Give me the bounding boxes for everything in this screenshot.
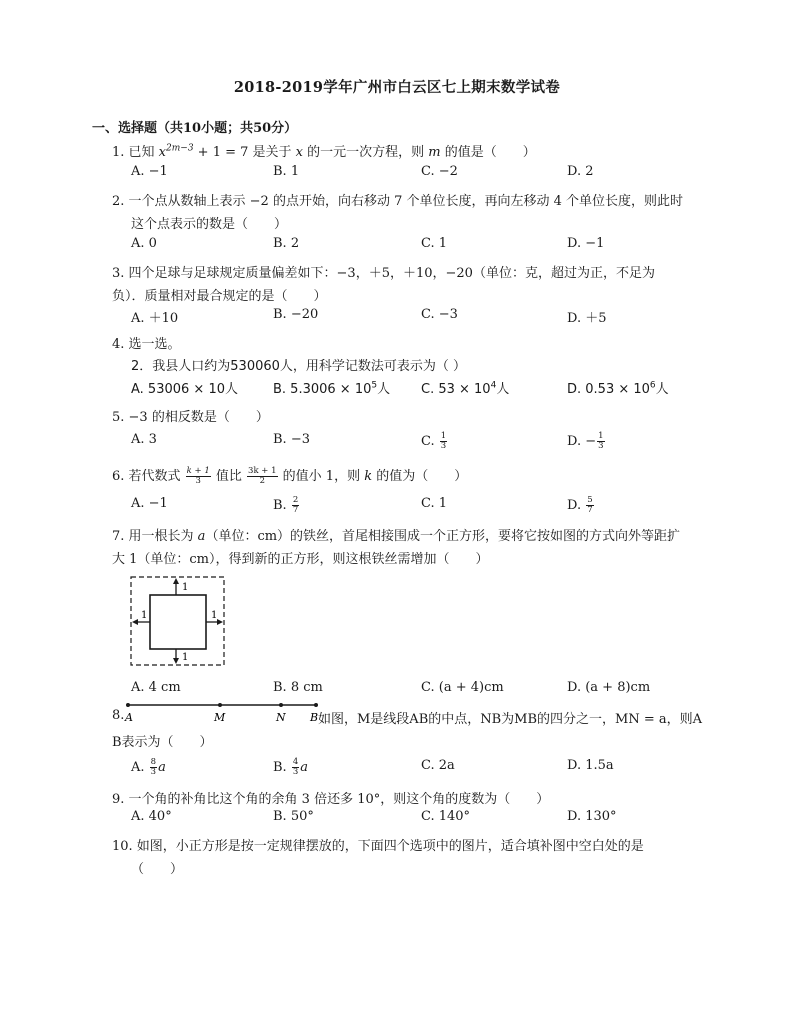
option-c[interactable]: C. (a + 4)cm (421, 680, 504, 695)
q1-end: 的值是（ ） (440, 145, 536, 160)
label-b: B (310, 711, 319, 724)
option-c-base: C. 53 × 10 (421, 382, 491, 397)
option-b[interactable] (273, 496, 300, 515)
option-d[interactable]: D. −1 (567, 236, 605, 251)
question-5-options (131, 432, 711, 450)
option-b[interactable]: B. 50° (273, 809, 314, 824)
option-a[interactable]: A. 0 (131, 236, 157, 251)
option-a[interactable] (131, 758, 166, 777)
line-segment-figure (122, 700, 322, 724)
question-8-line-2: B表示为（ ） (112, 735, 213, 750)
fraction-numerator: 4 (292, 757, 299, 767)
point-m (218, 703, 222, 707)
q1-base: x (158, 145, 167, 160)
question-4-options (131, 378, 711, 396)
option-b-prefix: B. (273, 760, 291, 775)
option-d[interactable] (567, 432, 606, 451)
option-a-variable: a (158, 760, 166, 775)
fraction-numerator: 1 (440, 431, 447, 441)
question-8-options (131, 758, 711, 776)
fraction-denominator: 3 (195, 476, 201, 486)
fraction-denominator: 3 (598, 441, 604, 451)
question-6-stem (112, 465, 467, 486)
question-2-line-1: 2. 一个点从数轴上表示 −2 的点开始，向右移动 7 个单位长度，再向左移动 4 个单位长度，则此时 (112, 194, 684, 209)
option-b[interactable]: B. 1 (273, 164, 300, 179)
point-b (314, 703, 318, 707)
fraction (186, 467, 211, 486)
question-4-line-2: 2．我县人口约为530060人，用科学记数法可表示为（ ） (131, 359, 467, 374)
question-7-options (131, 680, 711, 698)
question-6-options (131, 496, 711, 514)
question-1-stem (112, 141, 536, 160)
option-b[interactable]: B. 2 (273, 236, 300, 251)
option-c[interactable]: C. −2 (421, 164, 458, 179)
option-a[interactable]: A. 53006 × 10人 (131, 382, 238, 397)
option-a[interactable]: A. 40° (131, 809, 172, 824)
q6-prefix: 6. 若代数式 (112, 469, 185, 484)
option-a[interactable]: A. 4 cm (131, 680, 181, 695)
arrow-down-head (173, 658, 179, 664)
arrow-left-head (132, 619, 138, 625)
q6-middle-2: 的值小 1，则 (278, 469, 365, 484)
arrow-right-head (217, 619, 223, 625)
question-3-line-2: 负）．质量相对最合规定的是（ ） (112, 289, 327, 304)
arrow-up-head (173, 578, 179, 584)
section-heading: 一、选择题（共10小题；共50分） (92, 121, 298, 136)
q6-variable: k (364, 469, 373, 484)
option-c[interactable]: C. 140° (421, 809, 471, 824)
fraction-denominator: 3 (292, 767, 299, 777)
option-c-exponent: 4 (490, 380, 497, 391)
option-b-unit: 人 (377, 382, 391, 397)
option-d-prefix: D. − (567, 434, 597, 449)
fraction-numerator: 1 (598, 431, 604, 441)
fraction-numerator: 2 (292, 495, 299, 505)
label-n: N (276, 711, 286, 724)
option-c-unit: 人 (496, 382, 510, 397)
option-a[interactable]: A. ＋10 (131, 311, 179, 326)
q7-variable: a (197, 529, 206, 544)
question-9-options (131, 809, 711, 827)
option-d[interactable]: D. 130° (567, 809, 617, 824)
fraction (597, 432, 604, 451)
question-1-options (131, 164, 711, 182)
fraction-denominator: 3 (440, 441, 447, 451)
option-d-exponent: 6 (649, 380, 656, 391)
outer-dashed-square (131, 577, 224, 665)
option-b-exponent: 5 (371, 380, 378, 391)
q6-end: 的值为（ ） (372, 469, 468, 484)
question-7-line-2: 大 1（单位：cm），得到新的正方形，则这根铁丝需增加（ ） (112, 552, 489, 567)
fraction-numerator: 3k + 1 (248, 466, 277, 476)
option-b-variable: a (300, 760, 309, 775)
fraction-denominator: 7 (292, 505, 299, 515)
question-3-options (131, 307, 711, 325)
fraction-numerator: 8 (150, 757, 157, 767)
fraction (247, 467, 278, 486)
question-10-line-2: （ ） (131, 862, 184, 877)
option-a[interactable]: A. −1 (131, 496, 168, 511)
option-c[interactable]: C. −3 (421, 307, 458, 322)
option-b[interactable]: B. −20 (273, 307, 319, 322)
option-d-base: D. 0.53 × 10 (567, 382, 650, 397)
q1-variable-m: m (428, 145, 441, 160)
inner-square (150, 595, 206, 649)
question-4-line-1: 4. 选一选。 (112, 337, 181, 352)
q1-prefix: 1. 已知 (112, 145, 159, 160)
question-2-line-2: 这个点表示的数是（ ） (131, 217, 288, 232)
fraction-denominator: 7 (587, 505, 593, 515)
fraction-denominator: 2 (259, 476, 265, 486)
point-a (126, 703, 130, 707)
label-m: M (214, 711, 226, 724)
label-right: 1 (211, 610, 218, 621)
option-d[interactable]: D. 1.5a (567, 758, 614, 773)
point-n (279, 703, 283, 707)
question-8-number: 8. (112, 708, 125, 723)
option-b[interactable] (273, 378, 390, 397)
question-9-stem: 9. 一个角的补角比这个角的余角 3 倍还多 10°，则这个角的度数为（ ） (112, 792, 550, 807)
q1-equation-rest: + 1 = 7 是关于 (193, 145, 296, 160)
label-a: A (125, 711, 133, 724)
question-2-options (131, 236, 711, 254)
option-b[interactable] (273, 758, 308, 777)
option-a-prefix: A. (131, 760, 149, 775)
fraction-numerator: 5 (587, 495, 593, 505)
option-c[interactable] (421, 378, 509, 397)
option-c[interactable]: C. 1 (421, 496, 448, 511)
option-d[interactable] (567, 378, 669, 397)
q7-line-1-rest: （单位：cm）的铁丝，首尾相接围成一个正方形，要将它按如图的方式向外等距扩 (205, 529, 681, 544)
label-left: 1 (141, 610, 148, 621)
question-7-line-1 (112, 525, 680, 544)
q1-exponent: 2m−3 (166, 143, 194, 154)
fraction (440, 432, 447, 451)
option-a[interactable]: A. −1 (131, 164, 168, 179)
option-b-prefix: B. (273, 498, 291, 513)
question-10-line-1: 10. 如图，小正方形是按一定规律摆放的，下面四个选项中的图片，适合填补图中空白处的是 (112, 839, 644, 854)
option-a[interactable]: A. 3 (131, 432, 157, 447)
option-d-unit: 人 (655, 382, 669, 397)
fraction (292, 758, 299, 777)
option-c[interactable]: C. 1 (421, 236, 448, 251)
option-c-prefix: C. (421, 434, 439, 449)
option-b[interactable]: B. −3 (273, 432, 310, 447)
option-c[interactable]: C. 2a (421, 758, 455, 773)
option-d-prefix: D. (567, 498, 586, 513)
fraction-denominator: 3 (150, 767, 157, 777)
fraction (292, 496, 299, 515)
option-c[interactable] (421, 432, 448, 451)
q1-middle: 的一元一次方程，则 (303, 145, 429, 160)
q1-variable: x (295, 145, 304, 160)
option-d[interactable] (567, 496, 595, 515)
q6-middle: 值比 (211, 469, 247, 484)
q7-prefix: 7. 用一根长为 (112, 529, 198, 544)
option-b-base: B. 5.3006 × 10 (273, 382, 372, 397)
question-8-text: 如图，M是线段AB的中点，NB为MB的四分之一，MN = a，则A (318, 712, 703, 727)
option-b[interactable]: B. 8 cm (273, 680, 323, 695)
label-top: 1 (182, 582, 189, 593)
fraction (150, 758, 157, 777)
question-5-stem: 5. −3 的相反数是（ ） (112, 410, 269, 425)
q6-fraction-1-numerator: k + 1 (186, 466, 210, 476)
label-bottom: 1 (182, 652, 189, 663)
option-d[interactable]: D. (a + 8)cm (567, 680, 651, 695)
question-3-line-1: 3. 四个足球与足球规定质量偏差如下：−3，＋5，＋10，−20（单位：克，超过为正，不足为 (112, 266, 655, 281)
square-expansion-figure (128, 574, 228, 668)
option-d[interactable]: D. ＋5 (567, 311, 607, 326)
page-title: 2018-2019学年广州市白云区七上期末数学试卷 (233, 79, 561, 96)
option-d[interactable]: D. 2 (567, 164, 594, 179)
fraction (586, 496, 593, 515)
